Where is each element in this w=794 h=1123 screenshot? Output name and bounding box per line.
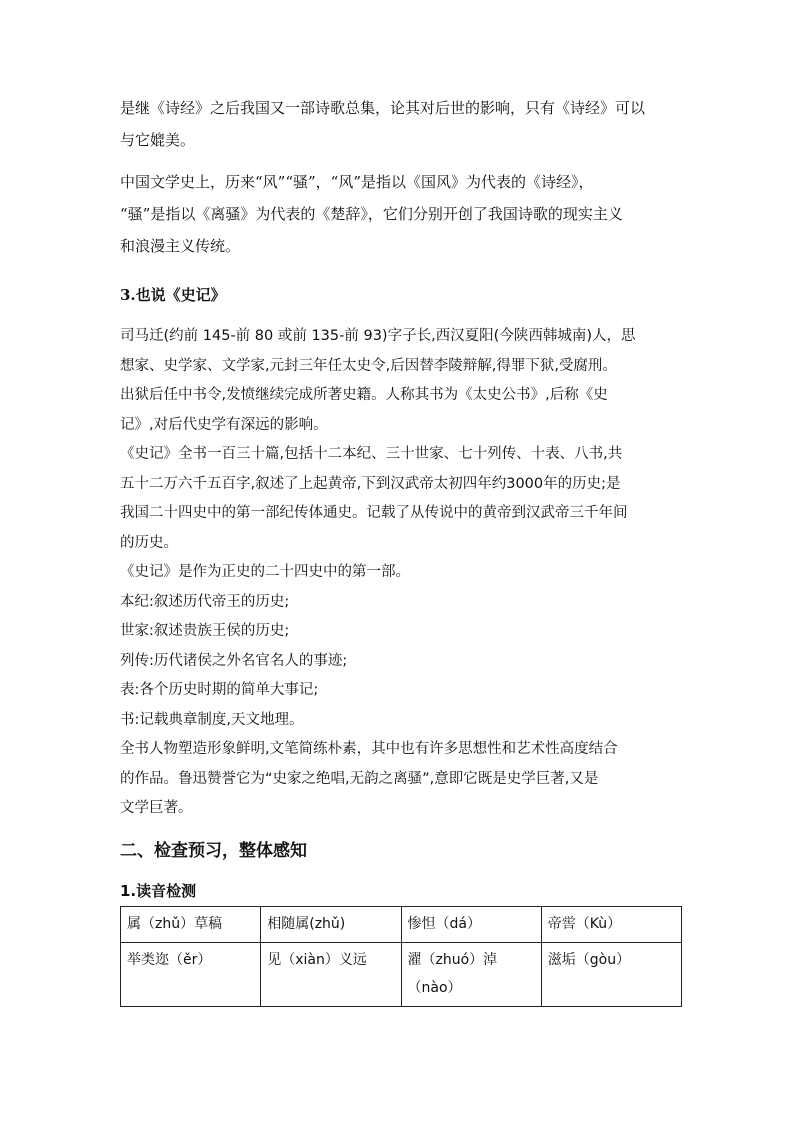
intro-line: “骚”是指以《离骚》为代表的《楚辞》，它们分别开创了我国诗歌的现实主义 xyxy=(120,205,623,223)
shiji-body xyxy=(120,322,682,824)
body-line: 《史记》是作为正史的二十四史中的第一部。 xyxy=(120,564,410,580)
body-line: 记》,对后代史学有深远的影响。 xyxy=(120,416,328,433)
body-line: 想家、史学家、文学家,元封三年任太史令,后因替李陵辩解,得罪下狱,受腐刑。 xyxy=(120,357,617,374)
reading-check-heading: 1.读音检测 xyxy=(120,881,197,900)
table-cell: 帝喾（Kù） xyxy=(541,906,681,942)
table-cell: 举类迩（ěr） xyxy=(121,942,261,1006)
intro-line: 与它媲美。 xyxy=(120,131,196,149)
body-line: 《史记》全书一百三十篇,包括十二本纪、三十世家、七十列传、十表、八书,共 xyxy=(120,446,623,462)
intro-paragraph-2 xyxy=(120,166,682,262)
body-line: 文学巨著。 xyxy=(120,800,193,816)
table-cell: 见（xiàn）义远 xyxy=(261,942,401,1006)
section-two-heading: 二、检查预习，整体感知 xyxy=(120,840,307,861)
pronunciation-table xyxy=(120,906,682,1007)
body-line: 司马迁(约前 145-前 80 或前 135-前 93)字子长,西汉夏阳(今陕西韩城南)人，思 xyxy=(120,328,636,344)
table-row xyxy=(121,906,682,942)
section-3-heading: 3.也说《史记》 xyxy=(120,286,226,304)
body-line: 五十二万六千五百字,叙述了上起黄帝,下到汉武帝太初四年约3000年的历史;是 xyxy=(120,475,621,492)
table-cell: 濯（zhuó）淖（nào） xyxy=(401,942,541,1006)
body-line: 本纪:叙述历代帝王的历史; xyxy=(120,593,290,610)
body-line: 表:各个历史时期的简单大事记; xyxy=(120,682,319,698)
body-line: 世家:叙述贵族王侯的历史; xyxy=(120,623,290,639)
table-cell: 属（zhǔ）草稿 xyxy=(121,906,261,942)
table-cell: 相随属(zhǔ) xyxy=(261,906,401,942)
table-cell: 滋垢（gòu） xyxy=(541,942,681,1006)
table-row xyxy=(121,942,682,1006)
document-page xyxy=(120,92,682,1007)
body-line: 书:记载典章制度,天文地理。 xyxy=(120,711,304,728)
body-line: 的历史。 xyxy=(120,534,178,551)
intro-line: 中国文学史上，历来“风”“骚”，“风”是指以《国风》为代表的《诗经》， xyxy=(120,173,594,191)
body-line: 出狱后任中书令,发愤继续完成所著史籍。人称其书为《太史公书》,后称《史 xyxy=(120,387,608,403)
intro-line: 和浪漫主义传统。 xyxy=(120,237,241,255)
body-line: 我国二十四史中的第一部纪传体通史。记载了从传说中的黄帝到汉武帝三千年间 xyxy=(120,505,628,521)
table-cell: 惨怛（dá） xyxy=(401,906,541,942)
body-line: 全书人物塑造形象鲜明,文笔简练朴素，其中也有许多思想性和艺术性高度结合 xyxy=(120,741,618,757)
body-line: 的作品。鲁迅赞誉它为“史家之绝唱,无韵之离骚”,意即它既是史学巨著,又是 xyxy=(120,770,599,787)
body-line: 列传:历代诸侯之外名官名人的事迹; xyxy=(120,652,348,669)
intro-line: 是继《诗经》之后我国又一部诗歌总集，论其对后世的影响，只有《诗经》可以 xyxy=(120,99,646,117)
intro-paragraph-1 xyxy=(120,92,682,156)
